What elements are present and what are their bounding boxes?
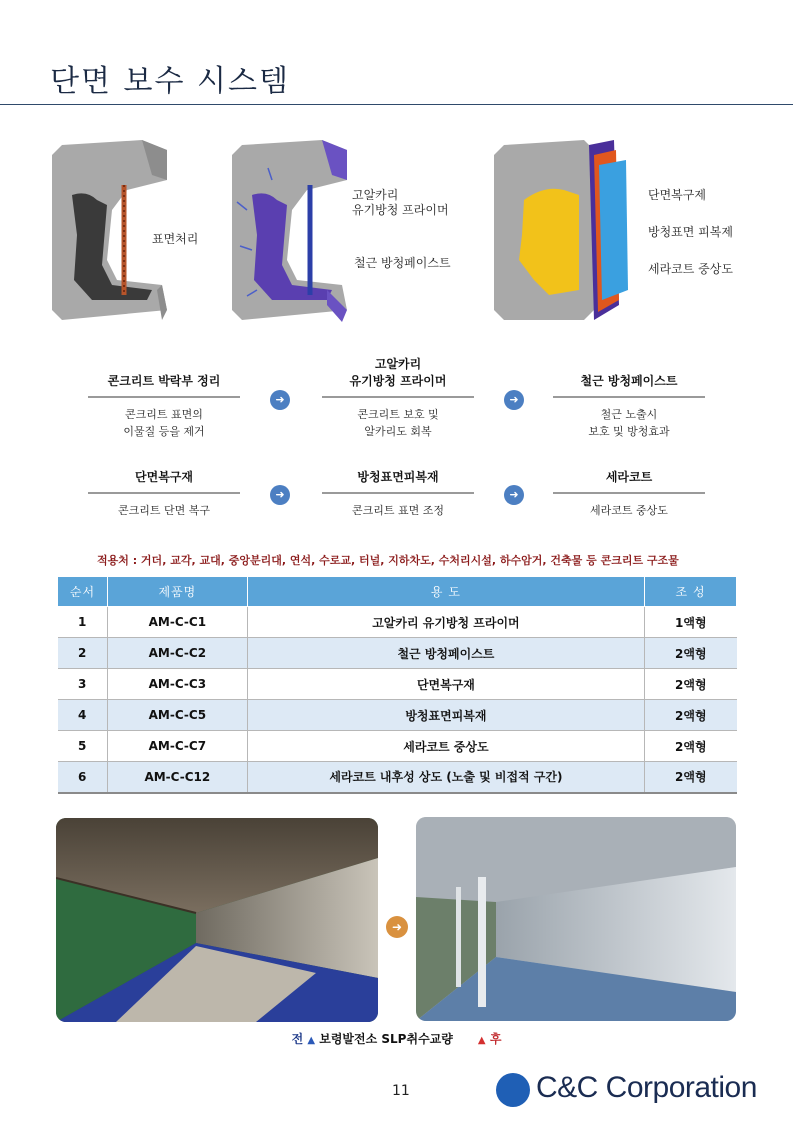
- arrow-icon: ➜: [386, 916, 408, 938]
- process-step-6-title: 세라코트: [605, 470, 653, 484]
- process-step-2-rule: [322, 396, 474, 398]
- process-step-5-desc: 콘크리트 표면 조정: [351, 504, 444, 517]
- row-product: AM-C-C5: [107, 700, 247, 731]
- arrow-icon: ➜: [504, 485, 524, 505]
- table-row: [58, 731, 737, 762]
- process-step-1: [88, 352, 240, 440]
- row-use: 세라코트 중상도: [247, 731, 644, 762]
- process-step-5-title: 방청표면피복재: [357, 470, 439, 484]
- table-row: [58, 669, 737, 700]
- caption-before: 전: [291, 1032, 304, 1046]
- process-step-5: [322, 466, 474, 519]
- callout-repair-material: 단면복구제: [648, 188, 706, 202]
- triangle-up-icon: ▲: [307, 1035, 316, 1046]
- title-divider: [0, 104, 793, 105]
- cross-section-diagrams: [0, 130, 793, 330]
- process-step-2-title: [322, 352, 474, 390]
- row-order: 1: [58, 607, 108, 638]
- after-photo: [416, 817, 736, 1021]
- row-use: 고알카리 유기방청 프라이머: [247, 607, 644, 638]
- row-use: 세라코트 내후성 상도 (노출 및 비접적 구간): [247, 762, 644, 793]
- caption-project: 보령발전소 SLP취수교량: [319, 1032, 453, 1046]
- process-step-3: [553, 352, 705, 440]
- process-step-2-desc-2: 알카리도 회복: [364, 425, 432, 438]
- callout-primer-line1: 고알카리: [352, 188, 399, 202]
- process-step-1-desc-1: 콘크리트 표면의: [125, 408, 203, 421]
- page-title: 단면 보수 시스템: [50, 64, 290, 99]
- callout-ceracoat: 세라코트 중상도: [648, 262, 733, 276]
- table-header-row: [58, 577, 737, 607]
- process-step-6: [553, 466, 705, 519]
- process-step-4-title: 단면복구재: [135, 470, 193, 484]
- process-step-6-desc: 세라코트 중상도: [590, 504, 668, 517]
- callout-rebar-paste: 철근 방청페이스트: [354, 256, 451, 270]
- row-composition: 1액형: [645, 607, 737, 638]
- table-row: [58, 700, 737, 731]
- before-photo: [56, 818, 378, 1022]
- row-product: AM-C-C1: [107, 607, 247, 638]
- row-order: 2: [58, 638, 108, 669]
- row-composition: 2액형: [645, 638, 737, 669]
- header-use: 용 도: [247, 577, 644, 607]
- process-step-1-desc-2: 이물질 등을 제거: [123, 425, 205, 438]
- triangle-up-icon: ▲: [477, 1035, 486, 1046]
- row-order: 5: [58, 731, 108, 762]
- row-composition: 2액형: [645, 731, 737, 762]
- process-step-2-title-2: 유기방청 프라이머: [349, 374, 447, 388]
- process-step-4-rule: [88, 492, 240, 494]
- process-step-2-desc-1: 콘크리트 보호 및: [357, 408, 439, 421]
- row-order: 4: [58, 700, 108, 731]
- process-step-2-title-1: 고알카리: [374, 357, 422, 371]
- callout-surface-coating: 방청표면 피복제: [648, 225, 733, 239]
- table-row: [58, 638, 737, 669]
- table-row: [58, 607, 737, 638]
- caption-after: 후: [489, 1032, 502, 1046]
- table-row: [58, 762, 737, 793]
- product-table: [57, 576, 737, 794]
- row-product: AM-C-C7: [107, 731, 247, 762]
- diagram-repair-layers: [494, 140, 634, 325]
- page-number: 11: [392, 1083, 410, 1099]
- applications-note: 적용처 : 거더, 교각, 교대, 중앙분리대, 연석, 수로교, 터널, 지하차도, 수처리시설, 하수암거, 건축물 등 콘크리트 구조물: [97, 554, 679, 567]
- row-composition: 2액형: [645, 700, 737, 731]
- process-step-6-rule: [553, 492, 705, 494]
- process-step-2: [322, 352, 474, 440]
- callout-primer: [352, 188, 449, 218]
- photo-caption: [0, 1030, 793, 1047]
- row-composition: 2액형: [645, 669, 737, 700]
- header-product: 제품명: [107, 577, 247, 607]
- process-step-4: [88, 466, 240, 519]
- arrow-icon: ➜: [504, 390, 524, 410]
- callout-surface-treatment: 표면처리: [152, 232, 199, 246]
- header-order: 순서: [58, 577, 108, 607]
- diagram-primer: [232, 140, 362, 325]
- process-step-3-desc-2: 보호 및 방청효과: [588, 425, 670, 438]
- row-use: 방청표면피복재: [247, 700, 644, 731]
- row-order: 6: [58, 762, 108, 793]
- row-composition: 2액형: [645, 762, 737, 793]
- company-logo-icon: [496, 1073, 530, 1107]
- process-step-5-rule: [322, 492, 474, 494]
- header-composition: 조 성: [645, 577, 737, 607]
- row-use: 단면복구재: [247, 669, 644, 700]
- row-product: AM-C-C12: [107, 762, 247, 793]
- process-step-3-desc-1: 철근 노출시: [600, 408, 658, 421]
- company-name: C&C Corporation: [536, 1071, 757, 1104]
- arrow-icon: ➜: [270, 390, 290, 410]
- process-step-1-rule: [88, 396, 240, 398]
- process-step-3-rule: [553, 396, 705, 398]
- row-product: AM-C-C3: [107, 669, 247, 700]
- process-step-4-desc: 콘크리트 단면 복구: [117, 504, 210, 517]
- arrow-icon: ➜: [270, 485, 290, 505]
- company-logo: [496, 1071, 766, 1111]
- process-step-1-title: 콘크리트 박락부 정리: [107, 374, 221, 388]
- row-order: 3: [58, 669, 108, 700]
- callout-primer-line2: 유기방청 프라이머: [352, 203, 449, 217]
- row-use: 철근 방청페이스트: [247, 638, 644, 669]
- row-product: AM-C-C2: [107, 638, 247, 669]
- process-step-3-title: 철근 방청페이스트: [580, 374, 678, 388]
